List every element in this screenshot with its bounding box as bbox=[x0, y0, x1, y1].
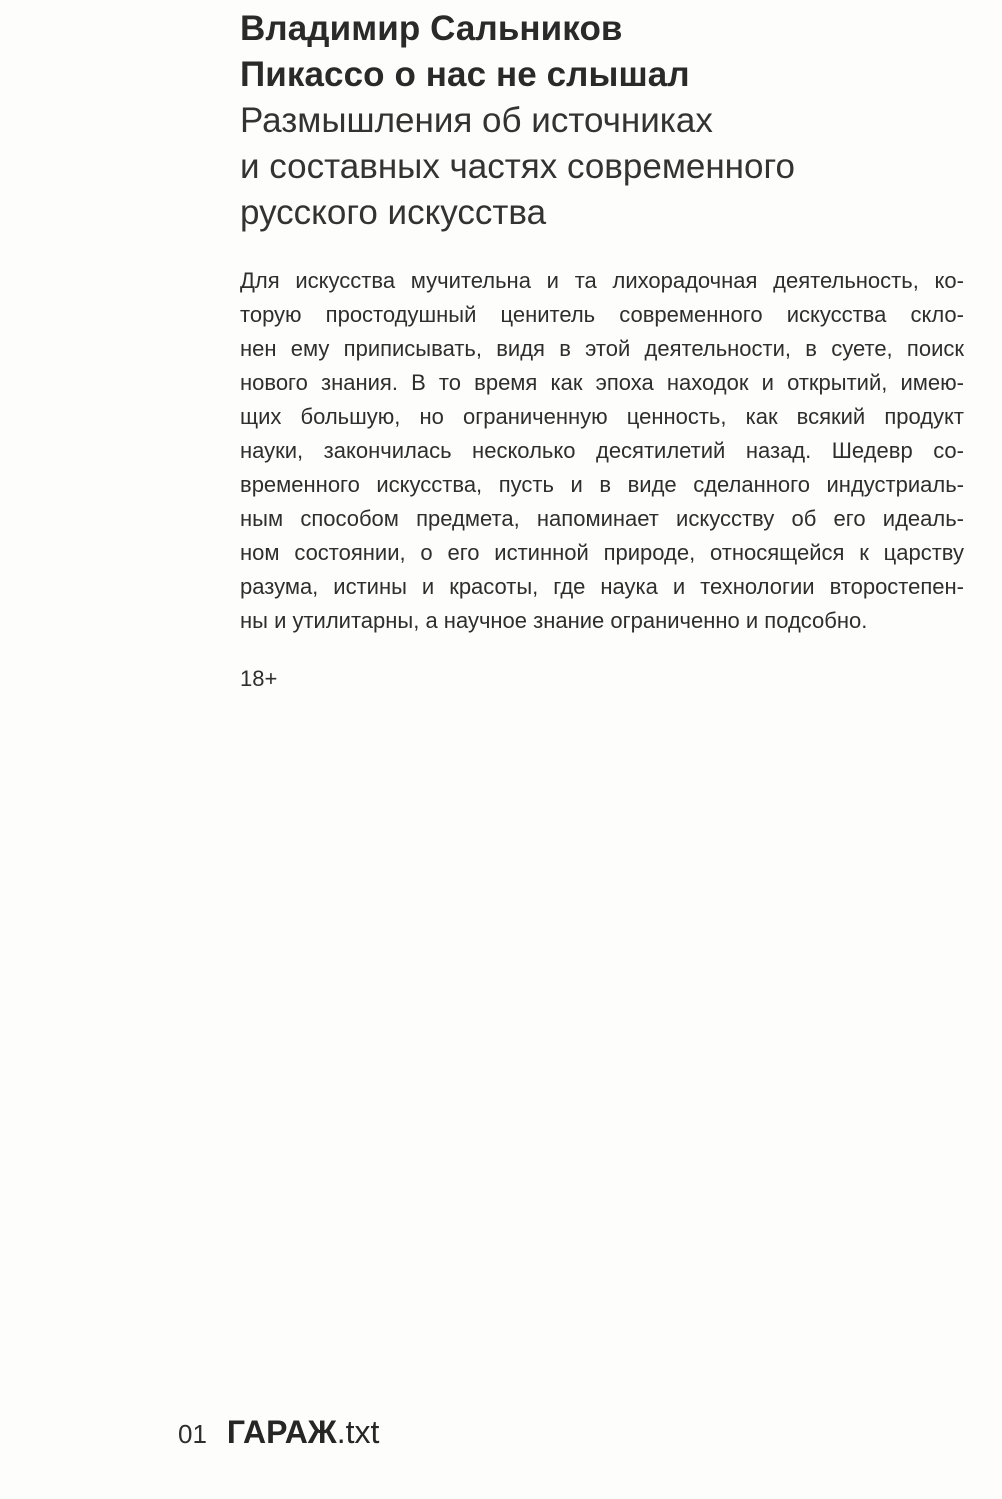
book-title: Пикассо о нас не слышал bbox=[240, 55, 690, 94]
annotation-line: ны и утилитарны, а научное знание ограниченно и подсобно. bbox=[240, 608, 868, 633]
book-header bbox=[240, 6, 980, 236]
annotation-text bbox=[240, 264, 980, 638]
series-brand-name: ГАРАЖ bbox=[226, 1414, 337, 1450]
annotation-line: разума, истины и красоты, где наука и технологии второстепен- bbox=[240, 574, 964, 599]
annotation-line: науки, закончилась несколько десятилетий назад. Шедевр со- bbox=[240, 438, 964, 463]
age-rating: 18+ bbox=[240, 666, 278, 691]
series-footer bbox=[178, 1414, 379, 1460]
book-subtitle-line-2: и составных частях современного bbox=[240, 147, 795, 186]
series-number: 01 bbox=[178, 1419, 207, 1449]
annotation-line: нен ему приписывать, видя в этой деятельности, в суете, поиск bbox=[240, 336, 964, 361]
annotation-line: ным способом предмета, напоминает искусству об его идеаль- bbox=[240, 506, 964, 531]
book-subtitle-line-3: русского искусства bbox=[240, 193, 547, 232]
book-subtitle-line-1: Размышления об источниках bbox=[240, 101, 713, 140]
annotation-line: торую простодушный ценитель современного искусства скло- bbox=[240, 302, 964, 327]
annotation-line: ном состоянии, о его истинной природе, относящейся к царству bbox=[240, 540, 964, 565]
annotation-line: щих большую, но ограниченную ценность, как всякий продукт bbox=[240, 404, 964, 429]
author-name: Владимир Сальников bbox=[240, 9, 623, 48]
annotation-line: нового знания. В то время как эпоха находок и открытий, имею- bbox=[240, 370, 964, 395]
annotation-line: временного искусства, пусть и в виде сделанного индустриаль- bbox=[240, 472, 964, 497]
annotation-line: Для искусства мучительна и та лихорадочная деятельность, ко- bbox=[240, 268, 964, 293]
series-brand-extension: .txt bbox=[336, 1414, 380, 1450]
